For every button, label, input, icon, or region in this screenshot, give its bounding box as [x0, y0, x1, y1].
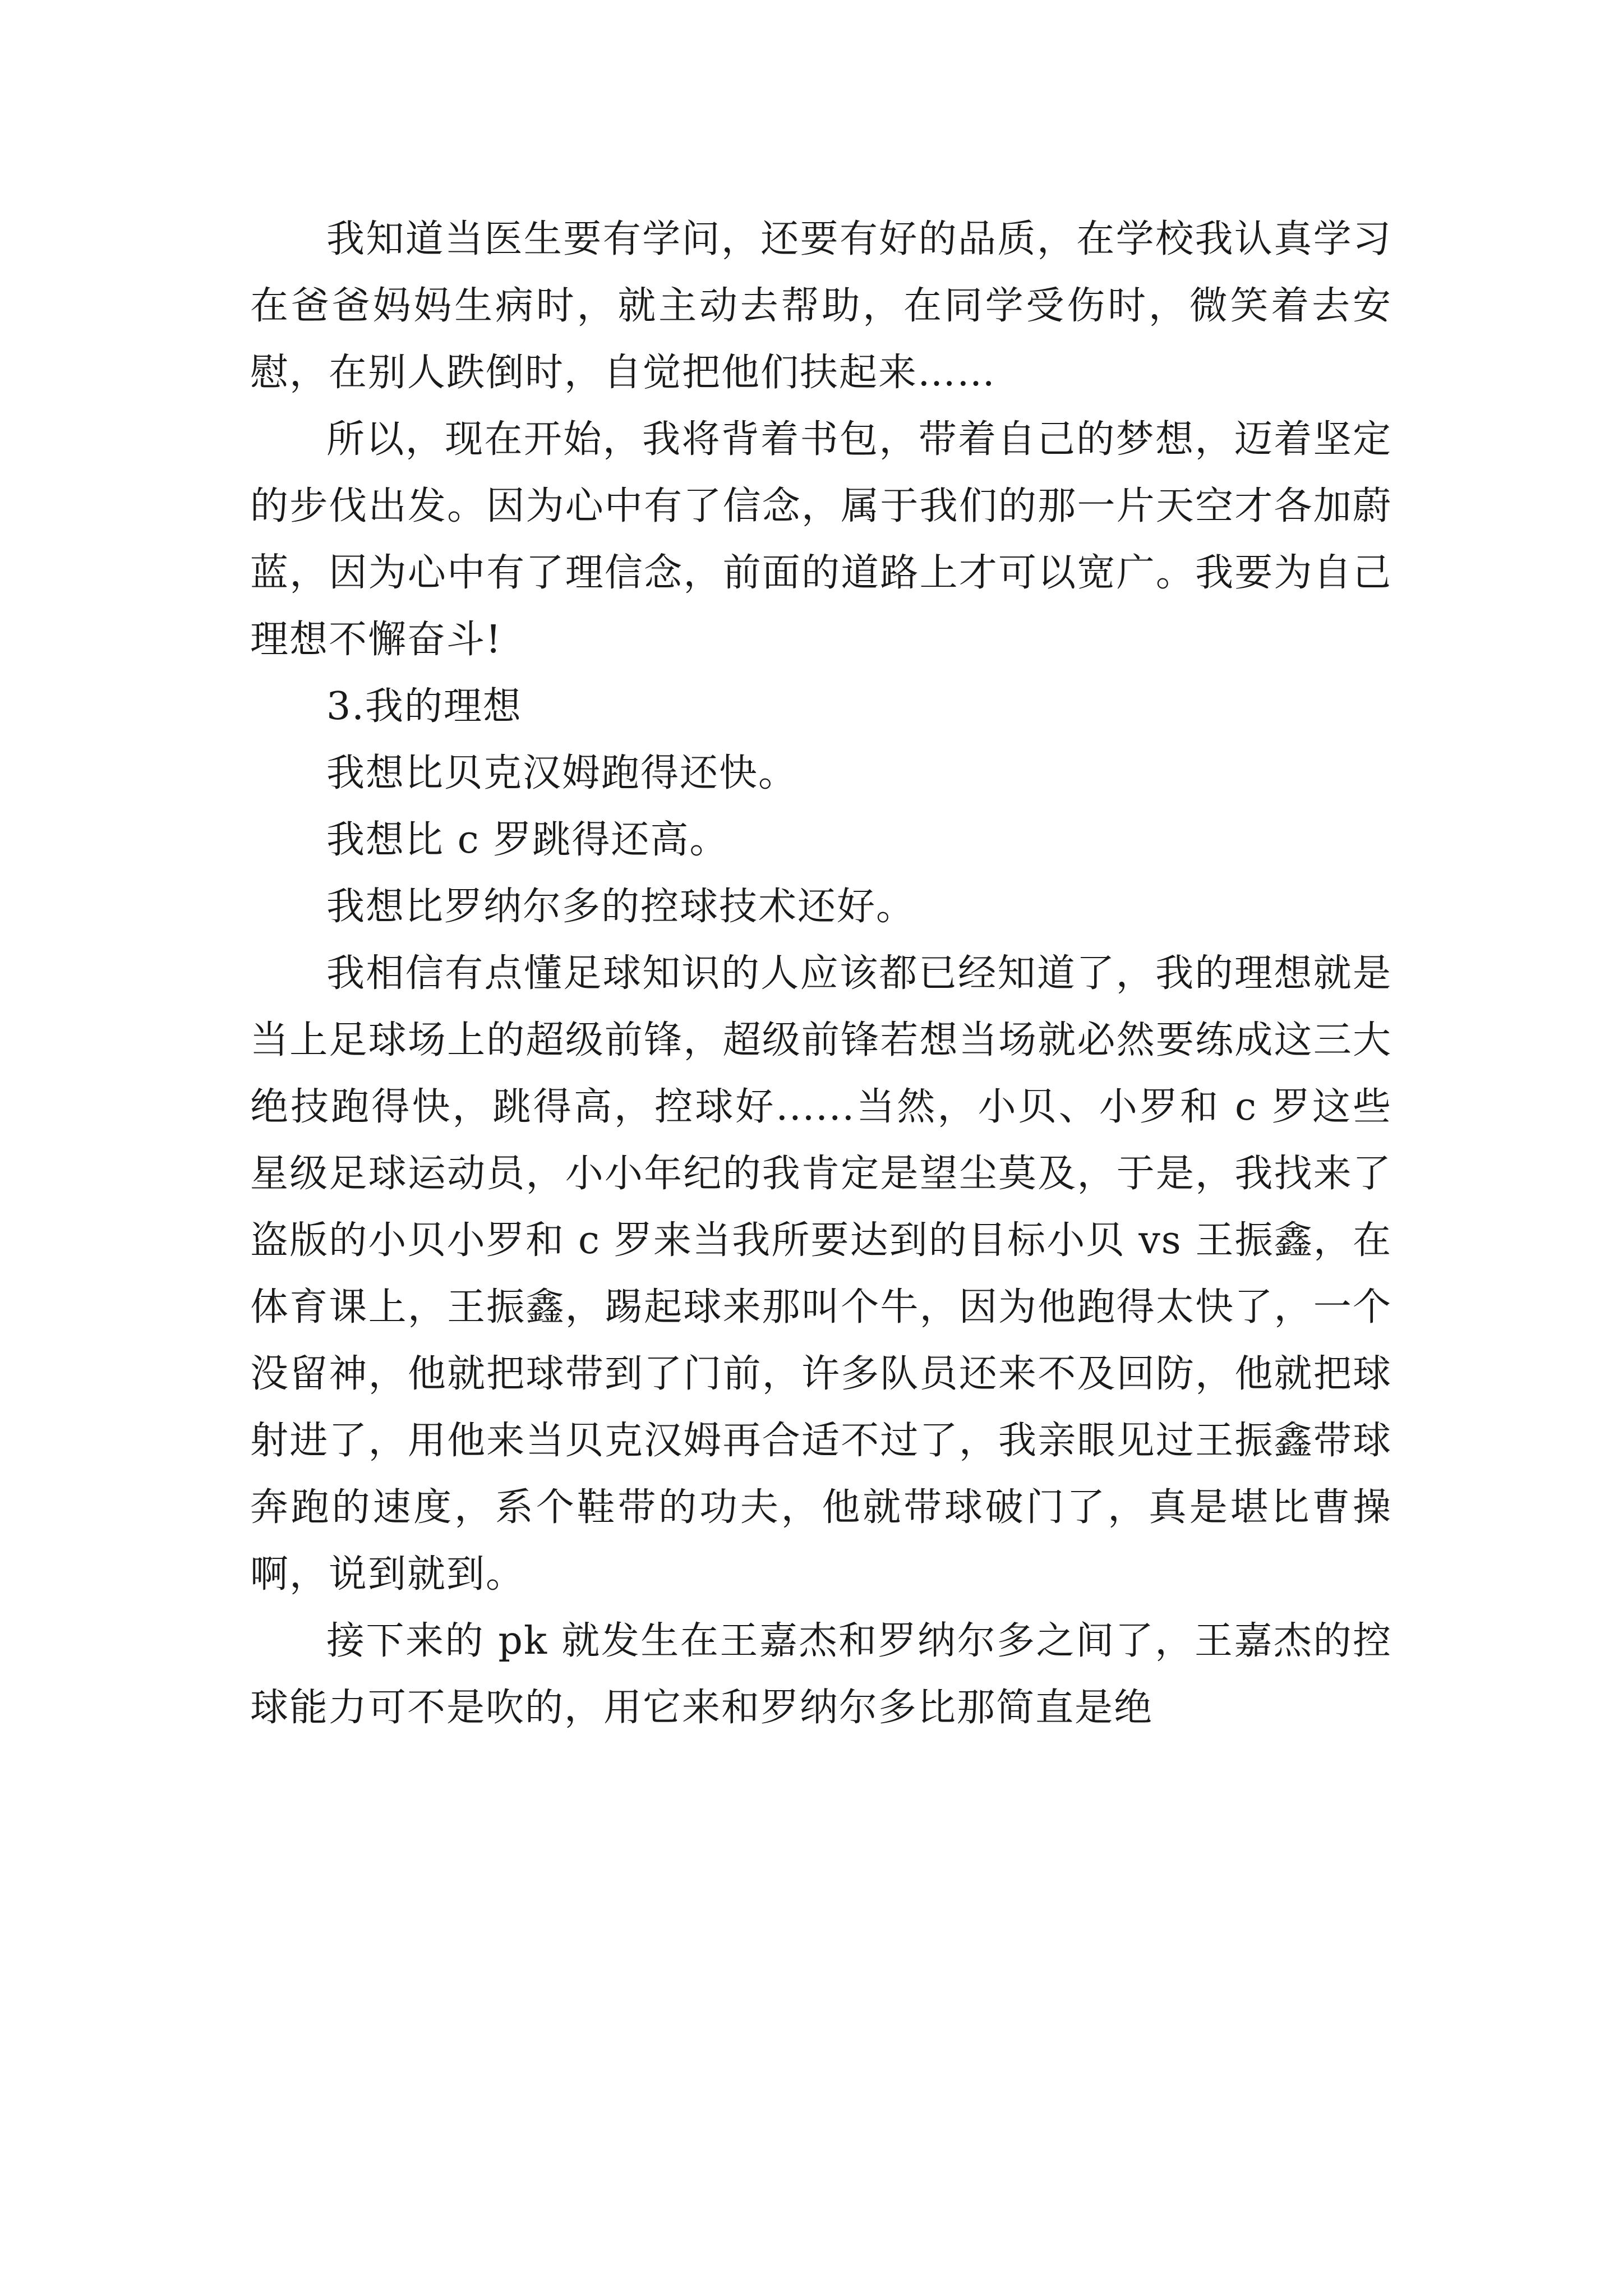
- paragraph-1: 我知道当医生要有学问，还要有好的品质，在学校我认真学习在爸爸妈妈生病时，就主动去帮助，在同学受伤时，微笑着去安慰，在别人跌倒时，自觉把他们扶起来……: [250, 217, 1392, 395]
- paragraph-7: 接下来的 pk 就发生在王嘉杰和罗纳尔多之间了，王嘉杰的控球能力可不是吹的，用它来和罗纳尔多比那简直是绝: [250, 1619, 1392, 1730]
- document-body: [250, 206, 1392, 1741]
- section-heading: 3.我的理想: [326, 684, 522, 729]
- paragraph-6: 我相信有点懂足球知识的人应该都已经知道了，我的理想就是当上足球场上的超级前锋，超级前锋若想当场就必然要练成这三大绝技跑得快，跳得高，控球好......当然，小贝、小罗和 c 罗这些星级足球运动员，小小年纪的我肯定是望尘莫及，于是，我找来了盗版的小贝小罗和 c 罗来当我所要达到的目标小贝 vs 王振鑫，在体育课上，王振鑫，踢起球来那叫个牛，因为他跑得太快了，一个没留神，他就把球带到了门前，许多队员还来不及回防，他就把球射进了，用他来当贝克汉姆再合适不过了，我亲眼见过王振鑫带球奔跑的速度，系个鞋带的功夫，他就带球破门了，真是堪比曹操啊，说到就到。: [250, 951, 1392, 1596]
- paragraph-2: 所以，现在开始，我将背着书包，带着自己的梦想，迈着坚定的步伐出发。因为心中有了信念，属于我们的那一片天空才各加蔚蓝，因为心中有了理信念，前面的道路上才可以宽广。我要为自己理想不懈奋斗!: [250, 417, 1392, 662]
- paragraph-5: 我想比罗纳尔多的控球技术还好。: [326, 885, 916, 929]
- paragraph-4: 我想比 c 罗跳得还高。: [326, 818, 729, 862]
- paragraph-3: 我想比贝克汉姆跑得还快。: [326, 751, 798, 795]
